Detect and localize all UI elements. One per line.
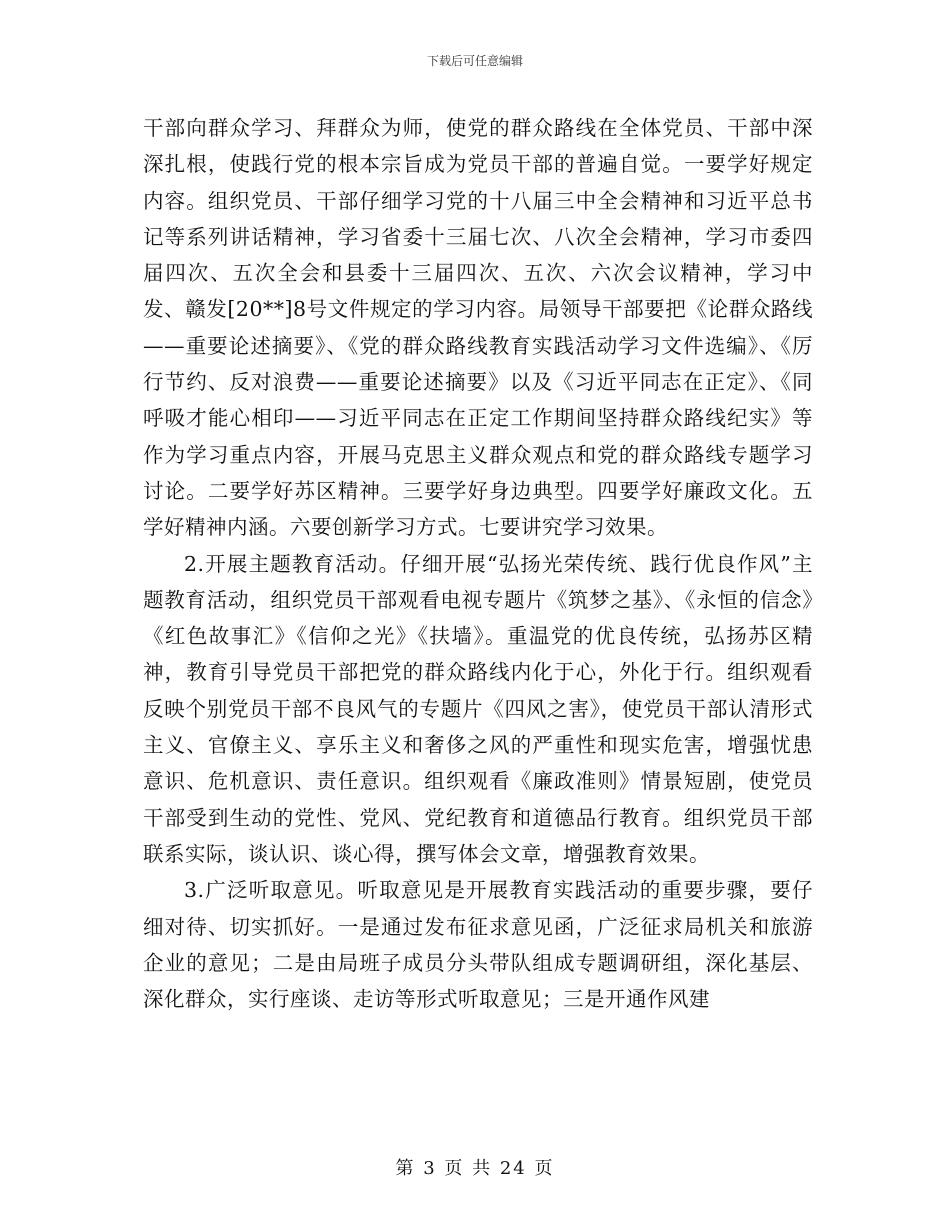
- header-note: 下载后可任意编辑: [426, 54, 523, 68]
- paragraph-1: 干部向群众学习、拜群众为师，使党的群众路线在全体党员、干部中深深扎根，使践行党的根本宗旨成为党员干部的普遍自觉。一要学好规定内容。组织党员、干部仔细学习党的十八届三中全会精神和习近平总书记等系列讲话精神，学习省委十三届七次、八次全会精神，学习市委四届四次、五次全会和县委十三届四次、五次、六次会议精神，学习中发、赣发[20**]8号文件规定的学习内容。局领导干部要把《论群众路线——重要论述摘要》、《党的群众路线教育实践活动学习文件选编》、《厉行节约、反对浪费——重要论述摘要》以及《习近平同志在正定》、《同呼吸才能心相印——习近平同志在正定工作期间坚持群众路线纪实》等作为学习重点内容，开展马克思主义群众观点和党的群众路线专题学习讨论。二要学好苏区精神。三要学好身边典型。四要学好廉政文化。五学好精神内涵。六要创新学习方式。七要讲究学习效果。: [143, 116, 813, 540]
- paragraph-3: 3.广泛听取意见。听取意见是开展教育实践活动的重要步骤，要仔细对待、切实抓好。一是通过发布征求意见函，广泛征求局机关和旅游企业的意见；二是由局班子成员分头带队组成专题调研组，深化基层、深化群众，实行座谈、走访等形式听取意见；三是开通作风建: [143, 878, 813, 1012]
- page-number: 第 3 页 共 24 页: [395, 1158, 555, 1179]
- paragraph-2: 2.开展主题教育活动。仔细开展“弘扬光荣传统、践行优良作风”主题教育活动，组织党员干部观看电视专题片《筑梦之基》、《永恒的信念》《红色故事汇》《信仰之光》《扶墙》。重温党的优良传统，弘扬苏区精神，教育引导党员干部把党的群众路线内化于心，外化于行。组织观看反映个别党员干部不良风气的专题片《四风之害》，使党员干部认清形式主义、官僚主义、享乐主义和奢侈之风的严重性和现实危害，增强忧患意识、危机意识、责任意识。组织观看《廉政准则》情景短剧，使党员干部受到生动的党性、党风、党纪教育和道德品行教育。组织党员干部联系实际，谈认识、谈心得，撰写体会文章，增强教育效果。: [143, 551, 813, 866]
- body-text: [143, 110, 813, 1017]
